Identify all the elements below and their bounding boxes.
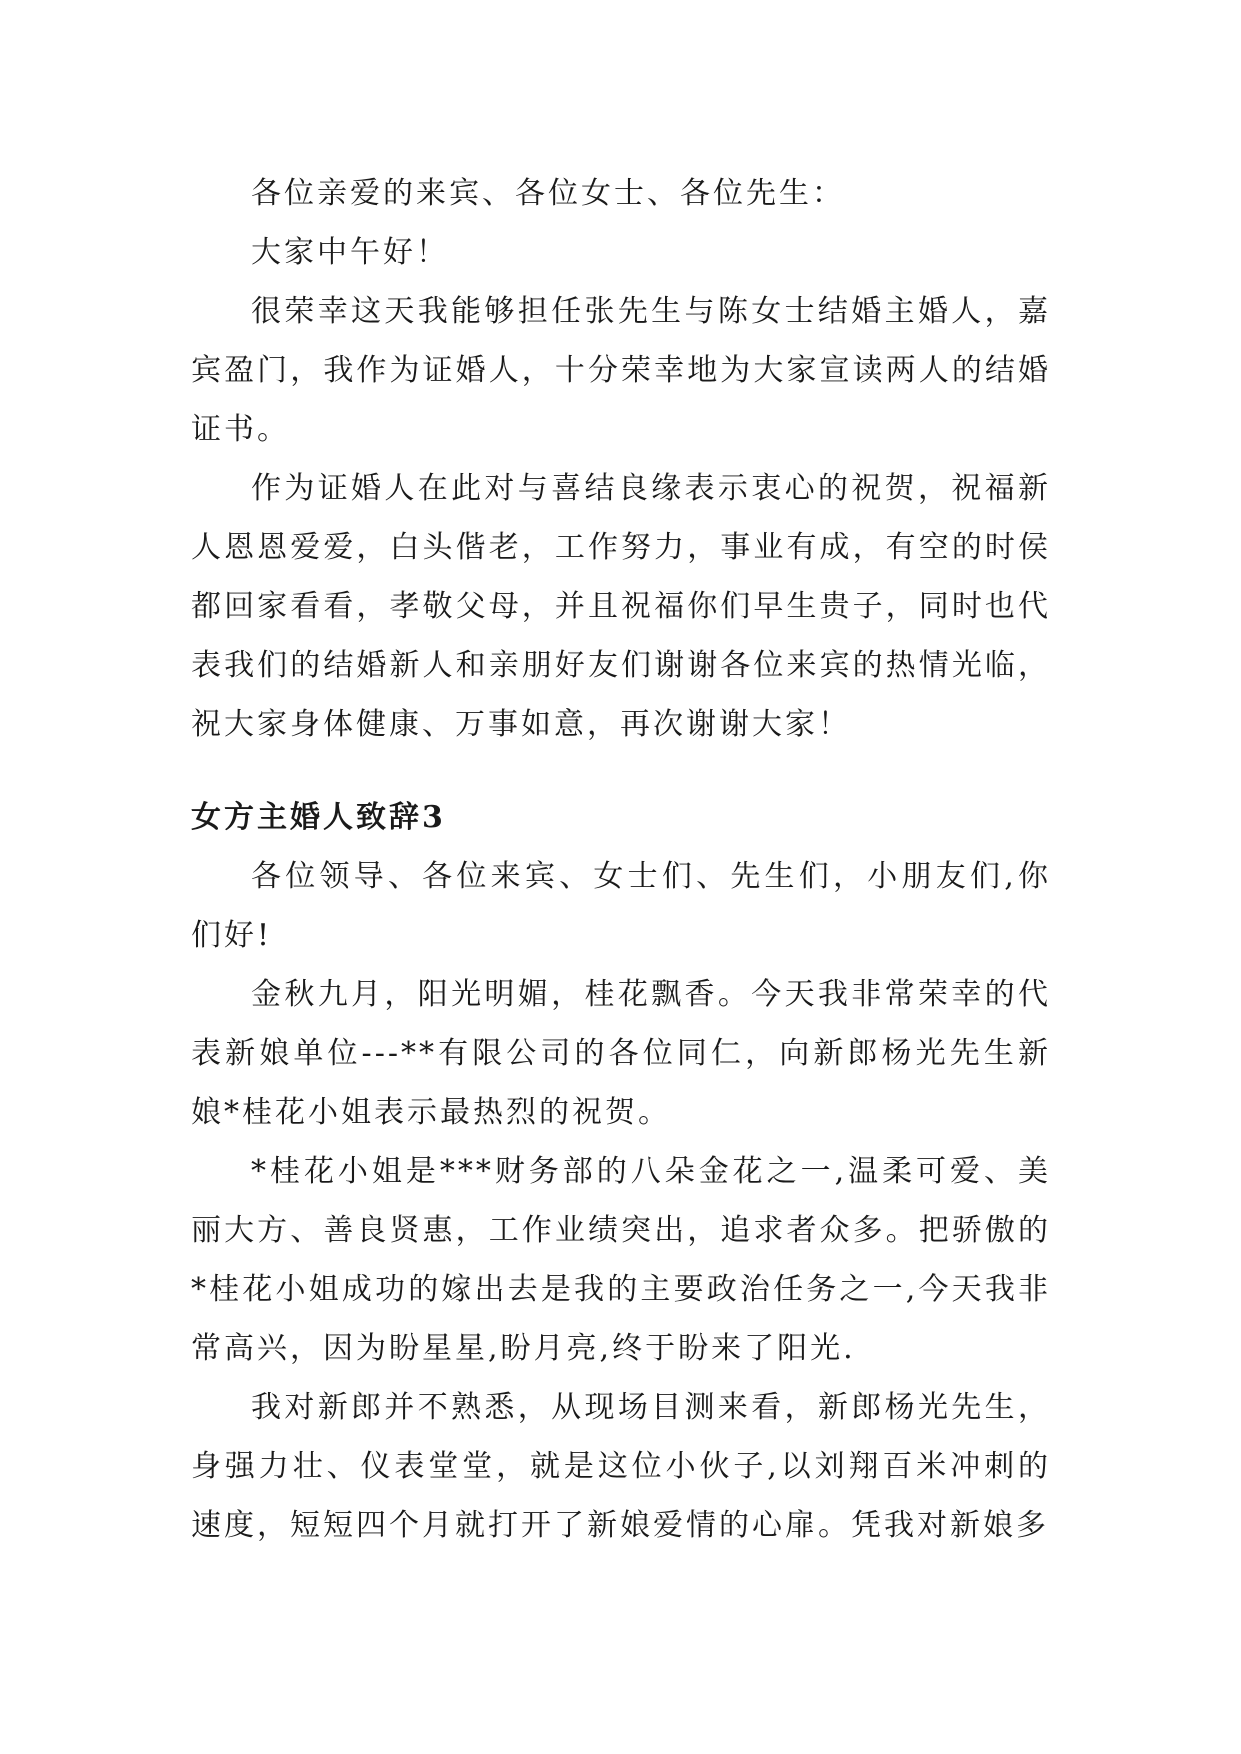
paragraph-autumn: 金秋九月，阳光明媚，桂花飘香。今天我非常荣幸的代表新娘单位---**有限公司的各位同仁，向新郎杨光先生新娘*桂花小姐表示最热烈的祝贺。 — [191, 977, 1051, 1130]
greeting: 大家中午好！ — [251, 235, 449, 270]
paragraph-blessing: 作为证婚人在此对与喜结良缘表示衷心的祝贺，祝福新人恩恩爱爱，白头偕老，工作努力，事业有成，有空的时侯都回家看看，孝敬父母，并且祝福你们早生贵子，同时也代表我们的结婚新人和亲朋好友们谢谢各位来宾的热情光临，祝大家身体健康、万事如意，再次谢谢大家！ — [191, 471, 1051, 742]
section-heading: 女方主婚人致辞3 — [191, 800, 446, 835]
paragraph-groom: 我对新郎并不熟悉，从现场目测来看，新郎杨光先生，身强力壮、仪表堂堂，就是这位小伙子,以刘翔百米冲刺的速度，短短四个月就打开了新娘爱情的心扉。凭我对新娘多 — [191, 1390, 1051, 1543]
paragraph-bride: *桂花小姐是***财务部的八朵金花之一,温柔可爱、美丽大方、善良贤惠，工作业绩突出，追求者众多。把骄傲的*桂花小姐成功的嫁出去是我的主要政治任务之一,今天我非常高兴，因为盼星星,盼月亮,终于盼来了阳光. — [191, 1154, 1051, 1366]
salutation: 各位亲爱的来宾、各位女士、各位先生： — [251, 176, 845, 211]
paragraph-honor: 很荣幸这天我能够担任张先生与陈女士结婚主婚人，嘉宾盈门，我作为证婚人，十分荣幸地为大家宣读两人的结婚证书。 — [191, 294, 1051, 447]
salutation-2: 各位领导、各位来宾、女士们、先生们，小朋友们,你们好! — [191, 859, 1051, 953]
document-body — [191, 164, 1051, 1555]
